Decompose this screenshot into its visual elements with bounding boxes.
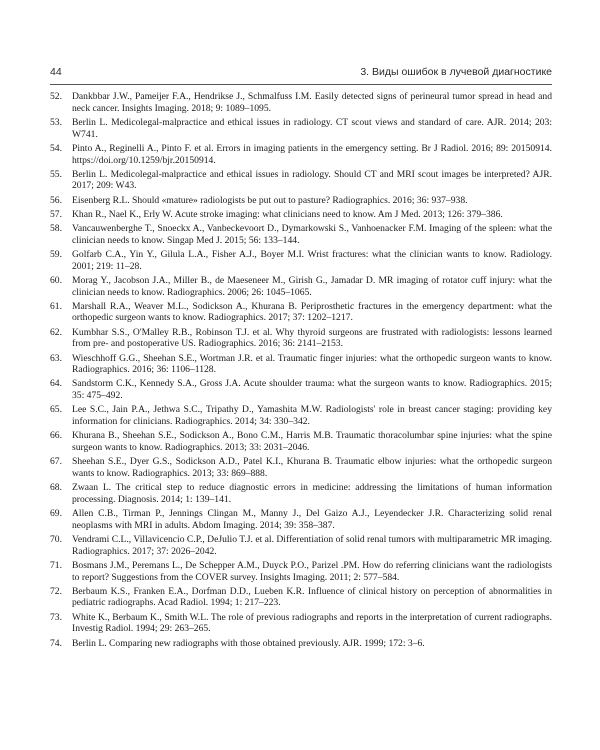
reference-number: 58. (50, 223, 62, 235)
page-number: 44 (50, 66, 62, 78)
reference-item (50, 612, 552, 635)
reference-number: 65. (50, 404, 62, 416)
running-header (50, 66, 552, 80)
reference-text: Allen C.B., Tirman P., Jennings Clingan M., Manny J., Del Gaizo A.J., Leyendecker J.R. Characterizing solid renal neoplasms with MRI in adults. Abdom Imaging. 2014; 39: 358–387. (72, 508, 552, 531)
reference-item (50, 586, 552, 609)
reference-number: 69. (50, 508, 62, 519)
reference-number: 61. (50, 300, 62, 312)
reference-text: Kumbhar S.S., O'Malley R.B., Robinson T.J. et al. Why thyroid surgeons are frustrated with radiologists: lessons learned from pre- and postoperative US. Radiographics. 2016; 36: 2141–2153. (72, 326, 552, 350)
reference-number: 68. (50, 482, 62, 494)
reference-text: Berlin L. Comparing new radiographs with those obtained previously. AJR. 1999; 172: 3–6. (72, 637, 425, 649)
reference-number: 70. (50, 533, 62, 545)
reference-item (50, 249, 552, 272)
reference-number: 71. (50, 559, 62, 571)
reference-item (50, 430, 552, 453)
reference-text: White K., Berbaum K., Smith W.L. The role of previous radiographs and reports in the interpretation of current radiographs. Investig Radiol. 1994; 29: 263–265. (72, 611, 552, 635)
reference-number: 67. (50, 456, 62, 468)
reference-item (50, 223, 552, 246)
reference-text: Zwaan L. The critical step to reduce diagnostic errors in medicine: addressing the limitations of human information processing. Diagnosis. 2014; 1: 139–141. (72, 482, 552, 505)
reference-item (50, 327, 552, 350)
reference-text: Pinto A., Reginelli A., Pinto F. et al. Errors in imaging patients in the emergency setting. Br J Radiol. 2016; 89: 20150914. https://doi.org/10.1259/bjr.20150914. (72, 142, 552, 166)
reference-number: 53. (50, 116, 62, 128)
reference-item (50, 91, 552, 114)
reference-item (50, 169, 552, 192)
reference-text: Dankbbar J.W., Pameijer F.A., Hendrikse J., Schmalfuss I.M. Easily detected signs of perineural tumor spread in head and neck cancer. Insights Imaging. 2018; 9: 1089–1095. (72, 91, 552, 114)
reference-text: Sandstorm C.K., Kennedy S.A., Gross J.A. Acute shoulder trauma: what the surgeon wants to know. Radiographics. 2015; 35: 475–492. (72, 378, 552, 402)
reference-text: Marshall R.A., Weaver M.L., Sodickson A., Khurana B. Periprosthetic fractures in the emergency department: what the orthopedic surgeon wants to know. Radiographics. 2017; 37: 1202–1217. (72, 300, 552, 324)
reference-number: 56. (50, 194, 62, 206)
reference-number: 63. (50, 352, 62, 364)
reference-number: 73. (50, 611, 62, 623)
reference-text: Golfarb C.A., Yin Y., Gilula L.A., Fisher A.J., Boyer M.I. Wrist fractures: what the clinician wants to know. Radiology. 2001; 219: 11–28. (72, 248, 552, 272)
reference-text: Bosmans J.M., Peremans L., De Schepper A.M., Duyck P.O., Parizel .PM. How do referring clinicians want the radiologists to report? Suggestions from the COVER survey. Insights Imaging. 2011; 2: 577–584. (72, 559, 552, 583)
reference-number: 66. (50, 430, 62, 442)
reference-item (50, 560, 552, 583)
reference-text: Vancauwenberghe T., Snoeckx A., Vanbeckevoort D., Dymarkowski S., Vanhoenacker F.M. Imaging of the spleen: what the clinician needs to know. Singap Med J. 2015; 56: 133–144. (72, 223, 552, 246)
reference-list (50, 91, 552, 652)
reference-number: 52. (50, 91, 62, 102)
reference-text: Vendrami C.L., Villavicencio C.P., DeJulio T.J. et al. Differentiation of solid renal tumors with multiparametric MR imaging. Radiographics. 2017; 37: 2026–2042. (72, 533, 552, 557)
reference-item (50, 117, 552, 140)
reference-item (50, 195, 552, 207)
reference-item (50, 508, 552, 531)
reference-number: 60. (50, 274, 62, 286)
chapter-title: 3. Виды ошибок в лучевой диагностике (360, 66, 552, 78)
reference-number: 59. (50, 248, 62, 260)
reference-number: 74. (50, 637, 62, 649)
reference-item (50, 353, 552, 376)
reference-text: Berlin L. Medicolegal-malpractice and ethical issues in radiology. CT scout views and standard of care. AJR. 2014; 203: W741. (72, 116, 552, 140)
reference-text: Khan R., Nael K., Erly W. Acute stroke imaging: what clinicians need to know. Am J Med. 2013; 126: 379–386. (72, 208, 503, 220)
reference-text: Berlin L. Medicolegal-malpractice and ethical issues in radiology. Should CT and MRI scout images be interpreted? AJR. 2017; 209: W43. (72, 168, 552, 192)
reference-item (50, 275, 552, 298)
reference-item (50, 209, 552, 221)
reference-item (50, 378, 552, 401)
reference-number: 55. (50, 168, 62, 180)
reference-text: Wieschhoff G.G., Sheehan S.E., Wortman J.R. et al. Traumatic finger injuries: what the orthopedic surgeon wants to know. Radiographics. 2016; 36: 1106–1128. (72, 352, 552, 376)
header-rule (50, 84, 552, 85)
reference-text: Sheehan S.E., Dyer G.S., Sodickson A.D., Patel K.I., Khurana B. Traumatic elbow injuries: what the orthopedic surgeon wants to know. Radiographics. 2013; 33: 869–888. (72, 456, 552, 479)
reference-number: 57. (50, 208, 62, 220)
reference-text: Eisenberg R.L. Should «mature» radiologists be put out to pasture? Radiographics. 2016; 36: 937–938. (72, 194, 468, 206)
reference-item (50, 638, 552, 650)
reference-number: 54. (50, 142, 62, 154)
reference-item (50, 404, 552, 427)
reference-text: Lee S.C., Jain P.A., Jethwa S.C., Tripathy D., Yamashita M.W. Radiologists' role in breast cancer staging: providing key information for clinicians. Radiographics. 2014; 34: 330–342. (72, 404, 552, 428)
reference-number: 64. (50, 378, 62, 390)
reference-number: 62. (50, 326, 62, 338)
reference-item (50, 143, 552, 166)
reference-item (50, 482, 552, 505)
reference-text: Berbaum K.S., Franken E.A., Dorfman D.D., Lueben K.R. Influence of clinical history on perception of abnormalities in pediatric radiographs. Acad Radiol. 1994; 1: 217–223. (72, 585, 552, 609)
reference-item (50, 301, 552, 324)
reference-text: Morag Y., Jacobson J.A., Miller B., de Maeseneer M., Girish G., Jamadar D. MR imaging of rotator cuff injury: what the clinician needs to know. Radiographics. 2006; 26: 1045–1065. (72, 274, 552, 298)
reference-text: Khurana B., Sheehan S.E., Sodickson A., Bono C.M., Harris M.B. Traumatic thoracolumbar spine injuries: what the spine surgeon wants to know. Radiographics. 2013; 33: 2031–2046. (72, 430, 552, 453)
reference-number: 72. (50, 585, 62, 597)
reference-item (50, 456, 552, 479)
reference-item (50, 534, 552, 557)
